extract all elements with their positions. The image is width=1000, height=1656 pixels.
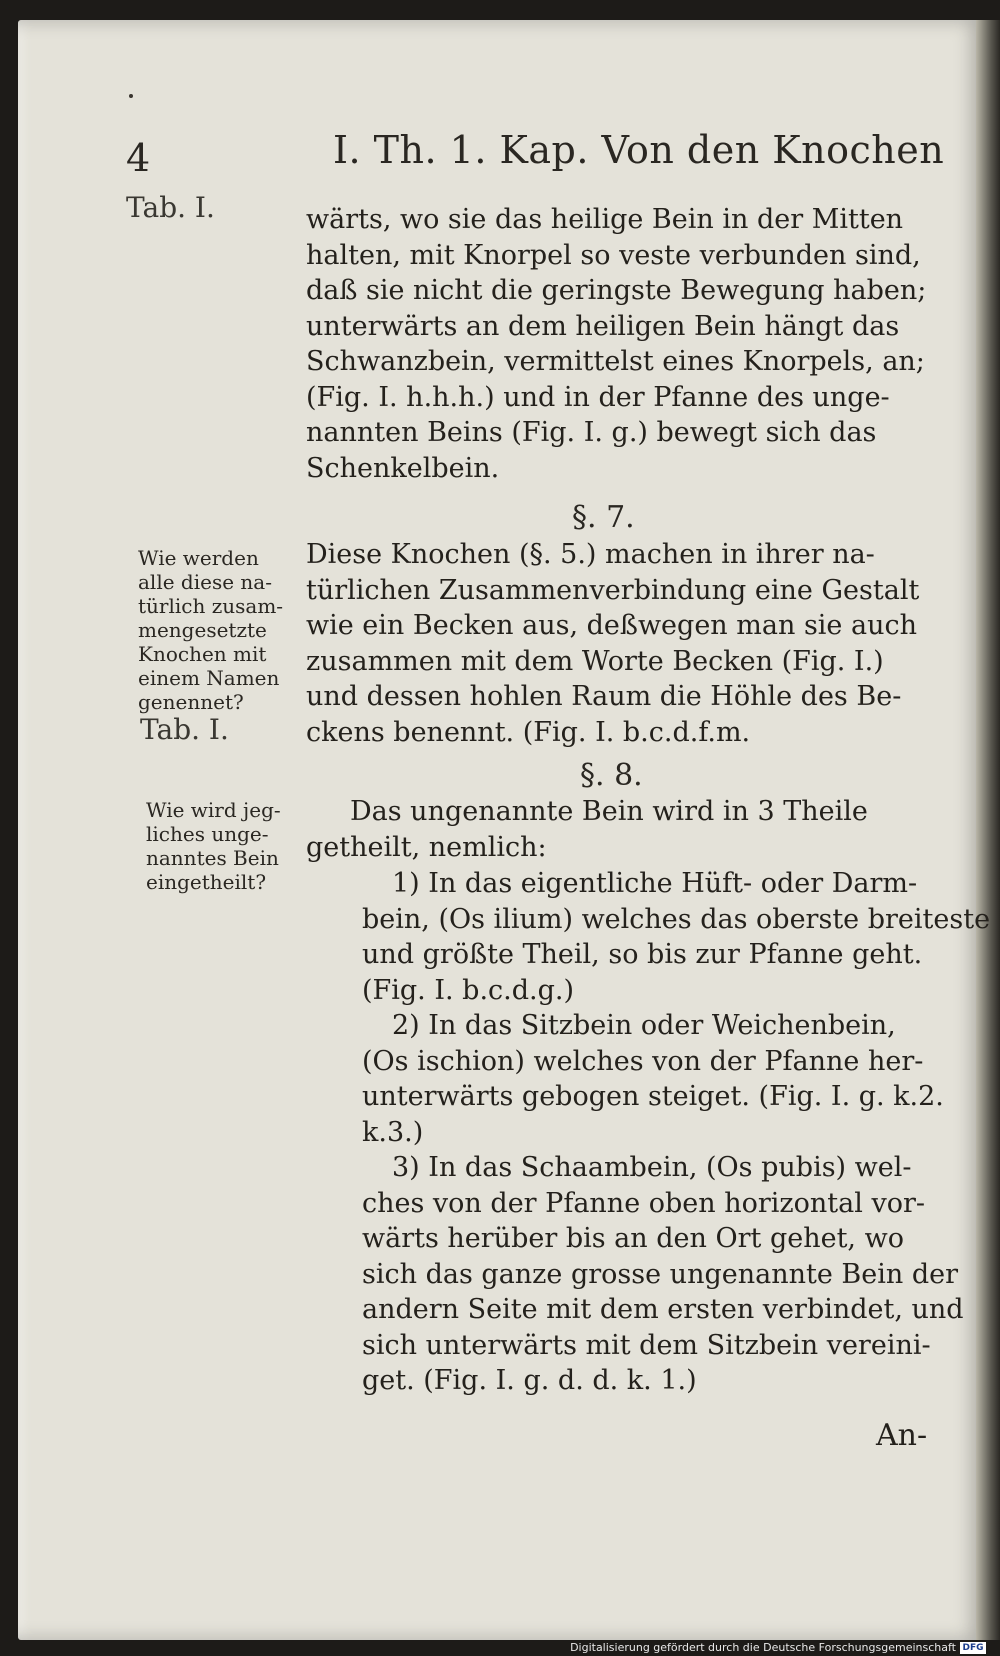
text-line: genennet? — [138, 690, 244, 714]
text-line: liches unge- — [146, 822, 269, 846]
text-line: 3) In das Schaambein, (Os pubis) wel- — [392, 1152, 912, 1183]
text-line: 2) In das Sitzbein oder Weichenbein, — [392, 1010, 896, 1041]
text-line: mengesetzte — [138, 618, 267, 642]
text-line: daß sie nicht die geringste Bewegung haben; — [306, 275, 927, 306]
text-line: wärts herüber bis an den Ort gehet, wo — [362, 1223, 904, 1254]
text-line: sich unterwärts mit dem Sitzbein vereini- — [362, 1329, 931, 1361]
text-line: get. (Fig. I. g. d. d. k. 1.) — [362, 1365, 697, 1396]
text-line: zusammen mit dem Worte Becken (Fig. I.) — [306, 645, 884, 677]
text-line: halten, mit Knorpel so veste verbunden sind, — [306, 239, 921, 271]
text-line: türlichen Zusammenverbindung eine Gestalt — [306, 574, 920, 606]
text-block-section-8-intro — [306, 794, 868, 865]
text-line: nannten Beins (Fig. I. g.) bewegt sich das — [306, 417, 877, 448]
margin-note-eintheilung — [146, 798, 306, 894]
text-line: andern Seite mit dem ersten verbindet, und — [362, 1294, 964, 1325]
text-block-continuation — [306, 202, 926, 486]
text-line: Diese Knochen (§. 5.) machen in ihrer na- — [306, 539, 875, 570]
text-line: Knochen mit — [138, 642, 267, 666]
text-line: und größte Theil, so bis zur Pfanne geht. — [362, 939, 923, 970]
text-line: sich das ganze grosse ungenannte Bein der — [362, 1258, 958, 1290]
text-line: 1) In das eigentliche Hüft- oder Darm- — [392, 868, 918, 899]
catchword: An- — [876, 1418, 928, 1453]
text-line: Schenkelbein. — [306, 452, 500, 484]
text-line: unterwärts gebogen steiget. (Fig. I. g. k.2. — [362, 1081, 944, 1112]
text-line: k.3.) — [362, 1116, 424, 1148]
text-block-section-7 — [306, 537, 919, 750]
credit-text: Digitalisierung gefördert durch die Deutsche Forschungsgemeinschaft — [570, 1641, 956, 1654]
text-line: getheilt, nemlich: — [306, 831, 547, 863]
text-line: (Os ischion) welches von der Pfanne her- — [362, 1045, 924, 1077]
text-line: bein, (Os ilium) welches das oberste breiteste — [362, 903, 991, 935]
text-line: Schwanzbein, vermittelst eines Knorpels, an; — [306, 346, 925, 377]
text-line: ches von der Pfanne oben horizontal vor- — [362, 1187, 926, 1219]
page-header — [0, 128, 1000, 188]
section-heading-7: §. 7. — [572, 500, 635, 535]
margin-tab-reference: Tab. I. — [126, 191, 215, 224]
running-title: I. Th. 1. Kap. Von den Knochen — [333, 128, 945, 172]
text-line: wärts, wo sie das heilige Bein in der Mitten — [306, 204, 904, 235]
text-line: Das ungenannte Bein wird in 3 Theile — [350, 796, 868, 827]
text-line: Wie werden — [138, 546, 259, 570]
text-line: wie ein Becken aus, deßwegen man sie auch — [306, 610, 917, 641]
ink-speck — [129, 94, 133, 98]
text-line: türlich zusam- — [138, 594, 284, 618]
page-number: 4 — [126, 136, 151, 180]
text-line: unterwärts an dem heiligen Bein hängt das — [306, 310, 900, 342]
margin-note-becken — [138, 546, 298, 714]
text-line: ckens benennt. (Fig. I. b.c.d.f.m. — [306, 716, 751, 748]
text-line: Wie wird jeg- — [146, 798, 281, 822]
text-line: eingetheilt? — [146, 870, 267, 894]
text-block-section-8-list — [362, 866, 990, 1399]
margin-tab-reference-2: Tab. I. — [140, 713, 229, 746]
text-line: (Fig. I. h.h.h.) und in der Pfanne des unge- — [306, 381, 890, 413]
text-line: und dessen hohlen Raum die Höhle des Be- — [306, 681, 902, 712]
section-heading-8: §. 8. — [580, 758, 643, 793]
dfg-logo-icon: DFG — [960, 1642, 986, 1654]
digitization-credit — [570, 1641, 986, 1654]
text-line: (Fig. I. b.c.d.g.) — [362, 974, 575, 1006]
text-line: einem Namen — [138, 666, 280, 690]
text-line: alle diese na- — [138, 570, 272, 594]
text-line: nanntes Bein — [146, 846, 279, 870]
